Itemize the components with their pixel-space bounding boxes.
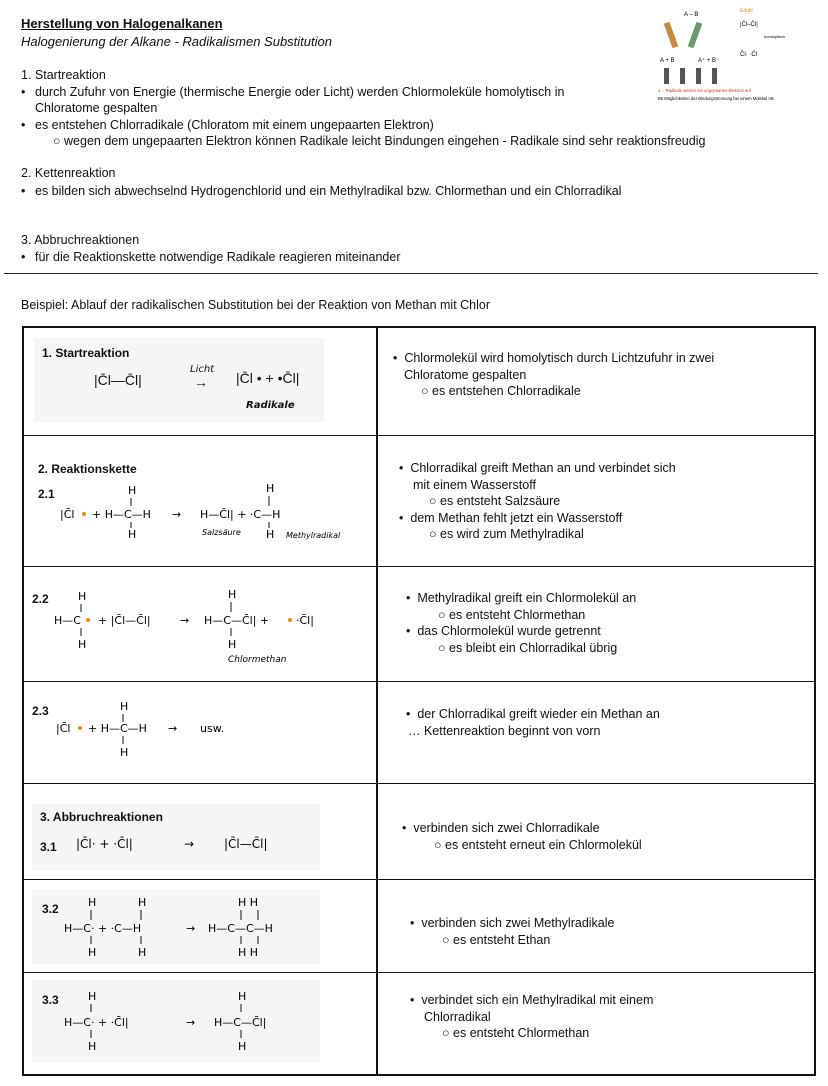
- row-divider: [22, 681, 816, 682]
- svg-text:H: H: [78, 590, 87, 603]
- svg-text:H: H: [266, 528, 275, 541]
- svg-text:→: →: [180, 614, 190, 627]
- page-subtitle: Halogenierung der Alkane - Radikalismen Substitution: [21, 34, 332, 49]
- svg-text:H: H: [128, 528, 137, 541]
- row-4-step: 2.3: [32, 704, 49, 718]
- thumb-legend: homolytisch: [764, 34, 786, 39]
- svg-text:→: →: [168, 722, 178, 735]
- svg-text:H—C—C—H: H—C—C—H: [208, 922, 273, 935]
- row-2-heading: 2. Reaktionskette: [38, 462, 137, 476]
- svg-text:→: →: [172, 508, 182, 521]
- svg-text:H—C: H—C: [54, 614, 81, 627]
- section-1-bullet-1: • durch Zufuhr von Energie (thermische Energie oder Licht) werden Chlormoleküle homolytisch in: [21, 85, 565, 99]
- thumb-top: A – B: [684, 12, 699, 18]
- svg-text:H: H: [266, 482, 275, 495]
- svg-text:+ |C̄l—C̄l|: + |C̄l—C̄l|: [98, 614, 151, 627]
- svg-text:H—C—C̄l| +: H—C—C̄l| +: [204, 614, 270, 627]
- thumb-note1: 1→ Radikale weisen ein ungepaartes Elektron auf: [658, 88, 751, 93]
- row-7-step: 3.3: [42, 993, 59, 1007]
- reaction-3-3-formula: [58, 982, 318, 1060]
- svg-text:H: H: [88, 990, 97, 1003]
- section-3-bullet-1: • für die Reaktionskette notwendige Radikale reagieren miteinander: [21, 250, 401, 264]
- bond-cleavage-figure: [652, 4, 818, 120]
- svg-text:+ H—C—H: + H—C—H: [88, 722, 147, 735]
- row-2-note-2: Methylradikal: [286, 531, 341, 540]
- row-1-product: |C̄l • + •C̄l|: [236, 370, 300, 386]
- reaction-3-1-formula: [74, 830, 294, 858]
- divider: [4, 273, 818, 274]
- svg-text:|C̄l–C̄l|: |C̄l–C̄l|: [740, 22, 758, 28]
- svg-text:H: H: [88, 896, 97, 909]
- svg-text:|C̄l: |C̄l: [60, 508, 75, 521]
- svg-text:→: →: [184, 837, 195, 851]
- row-4-tail: usw.: [200, 722, 225, 735]
- thumb-left: A + B: [660, 58, 675, 64]
- svg-text:H—C· + ·C̄l|: H—C· + ·C̄l|: [64, 1016, 129, 1029]
- row-divider: [22, 566, 816, 567]
- row-4-right: • der Chlorradikal greift wieder ein Methan an … Kettenreaktion beginnt von vorn: [406, 707, 660, 738]
- thumb-note2: B5 Möglichkeiten der Bindungstrennung bei einem Molekül AB: [658, 96, 774, 101]
- svg-text:H: H: [88, 1040, 97, 1053]
- svg-text:H H: H H: [238, 896, 259, 909]
- row-5-step: 3.1: [40, 840, 57, 854]
- reaction-3-2-formula: [58, 892, 318, 964]
- table-column-divider: [376, 326, 378, 1076]
- row-1-arrow: →: [194, 374, 208, 390]
- svg-text:·C̄l|: ·C̄l|: [296, 614, 314, 627]
- svg-text:H—C̄l| + ·C—H: H—C̄l| + ·C—H: [200, 508, 281, 521]
- section-2-heading: 2. Kettenreaktion: [21, 166, 116, 180]
- svg-text:→: →: [186, 922, 196, 935]
- section-1-bullet-1-cont: Chloratome gespalten: [35, 101, 158, 115]
- svg-text:H—C—C̄l|: H—C—C̄l|: [214, 1016, 267, 1029]
- svg-text:H: H: [78, 638, 87, 651]
- svg-text:C̄l· ·C̄l: C̄l· ·C̄l: [740, 52, 757, 58]
- thumb-right: A⁺ + B⁻: [698, 58, 720, 64]
- section-1-sub: ○ wegen dem ungepaarten Elektron können Radikale leicht Bindungen eingehen - Radikale sind sehr reaktionsfreudig: [53, 134, 706, 148]
- svg-text:H: H: [88, 946, 97, 959]
- section-2-bullet-1: • es bilden sich abwechselnd Hydrogenchlorid und ein Methylradikal bzw. Chlormethan und ein Chlorradikal: [21, 184, 622, 198]
- svg-text:H: H: [128, 484, 137, 497]
- row-6-right: • verbinden sich zwei Methylradikale ○ es entsteht Ethan: [410, 916, 615, 947]
- row-3-note: Chlormethan: [228, 655, 287, 665]
- row-2-step: 2.1: [38, 487, 55, 501]
- reaction-2-2-formula: [48, 582, 348, 668]
- row-divider: [22, 435, 816, 436]
- svg-text:→: →: [186, 1016, 196, 1029]
- row-divider: [22, 972, 816, 973]
- row-1-heading: 1. Startreaktion: [42, 346, 130, 360]
- svg-text:Edukt: Edukt: [740, 8, 753, 14]
- svg-text:H: H: [238, 990, 247, 1003]
- row-3-right: • Methylradikal greift ein Chlormolekül an ○ es entsteht Chlormethan • das Chlormolekül wurde getrennt ○ es bleibt ein Chlorradikal übrig: [406, 591, 637, 655]
- row-2-note-1: Salzsäure: [202, 528, 241, 537]
- example-title: Beispiel: Ablauf der radikalischen Substitution bei der Reaktion von Methan mit Chlor: [21, 298, 491, 312]
- svg-text:H H: H H: [238, 946, 259, 959]
- page-title: Herstellung von Halogenalkanen: [21, 16, 223, 31]
- svg-text:|C̄l· + ·C̄l|: |C̄l· + ·C̄l|: [76, 837, 133, 851]
- reaction-2-3-formula: [50, 694, 300, 764]
- row-divider: [22, 783, 816, 784]
- svg-text:H: H: [138, 896, 147, 909]
- row-1-note: Radikale: [246, 400, 295, 411]
- row-5-right: • verbinden sich zwei Chlorradikale ○ es entsteht erneut ein Chlormolekül: [402, 821, 642, 852]
- reaction-2-1-formula: [54, 480, 364, 544]
- row-6-step: 3.2: [42, 902, 59, 916]
- svg-text:+ H—C—H: + H—C—H: [92, 508, 151, 521]
- svg-text:H: H: [238, 1040, 247, 1053]
- section-1-bullet-2: • es entstehen Chlorradikale (Chloratom mit einem ungepaarten Elektron): [21, 118, 434, 132]
- row-3-step: 2.2: [32, 592, 49, 606]
- svg-text:H: H: [120, 700, 129, 713]
- row-divider: [22, 879, 816, 880]
- section-1-heading: 1. Startreaktion: [21, 68, 106, 82]
- svg-text:H: H: [138, 946, 147, 959]
- section-3-heading: 3. Abbruchreaktionen: [21, 233, 140, 247]
- svg-text:|C̄l—C̄l|: |C̄l—C̄l|: [224, 837, 268, 851]
- svg-text:H: H: [228, 638, 237, 651]
- row-1-right: • Chlormolekül wird homolytisch durch Lichtzufuhr in zwei Chloratome gespalten ○ es entstehen Chlorradikale: [393, 351, 715, 398]
- svg-text:H: H: [228, 588, 237, 601]
- row-1-reactant: |C̄l—C̄l|: [94, 372, 142, 388]
- row-1-arrow-label: Licht: [190, 364, 215, 375]
- svg-text:H—C· + ·C—H: H—C· + ·C—H: [64, 922, 142, 935]
- svg-text:H: H: [120, 746, 129, 759]
- row-7-right: • verbindet sich ein Methylradikal mit einem Chlorradikal ○ es entsteht Chlormethan: [410, 993, 654, 1040]
- svg-text:|C̄l: |C̄l: [56, 722, 71, 735]
- row-5-heading: 3. Abbruchreaktionen: [40, 810, 163, 824]
- row-2-right: • Chlorradikal greift Methan an und verbindet sich mit einem Wasserstoff ○ es entsteht Salzsäure • dem Methan fehlt jetzt ein Wasserstoff ○ es wird zum Methylradikal: [399, 461, 676, 541]
